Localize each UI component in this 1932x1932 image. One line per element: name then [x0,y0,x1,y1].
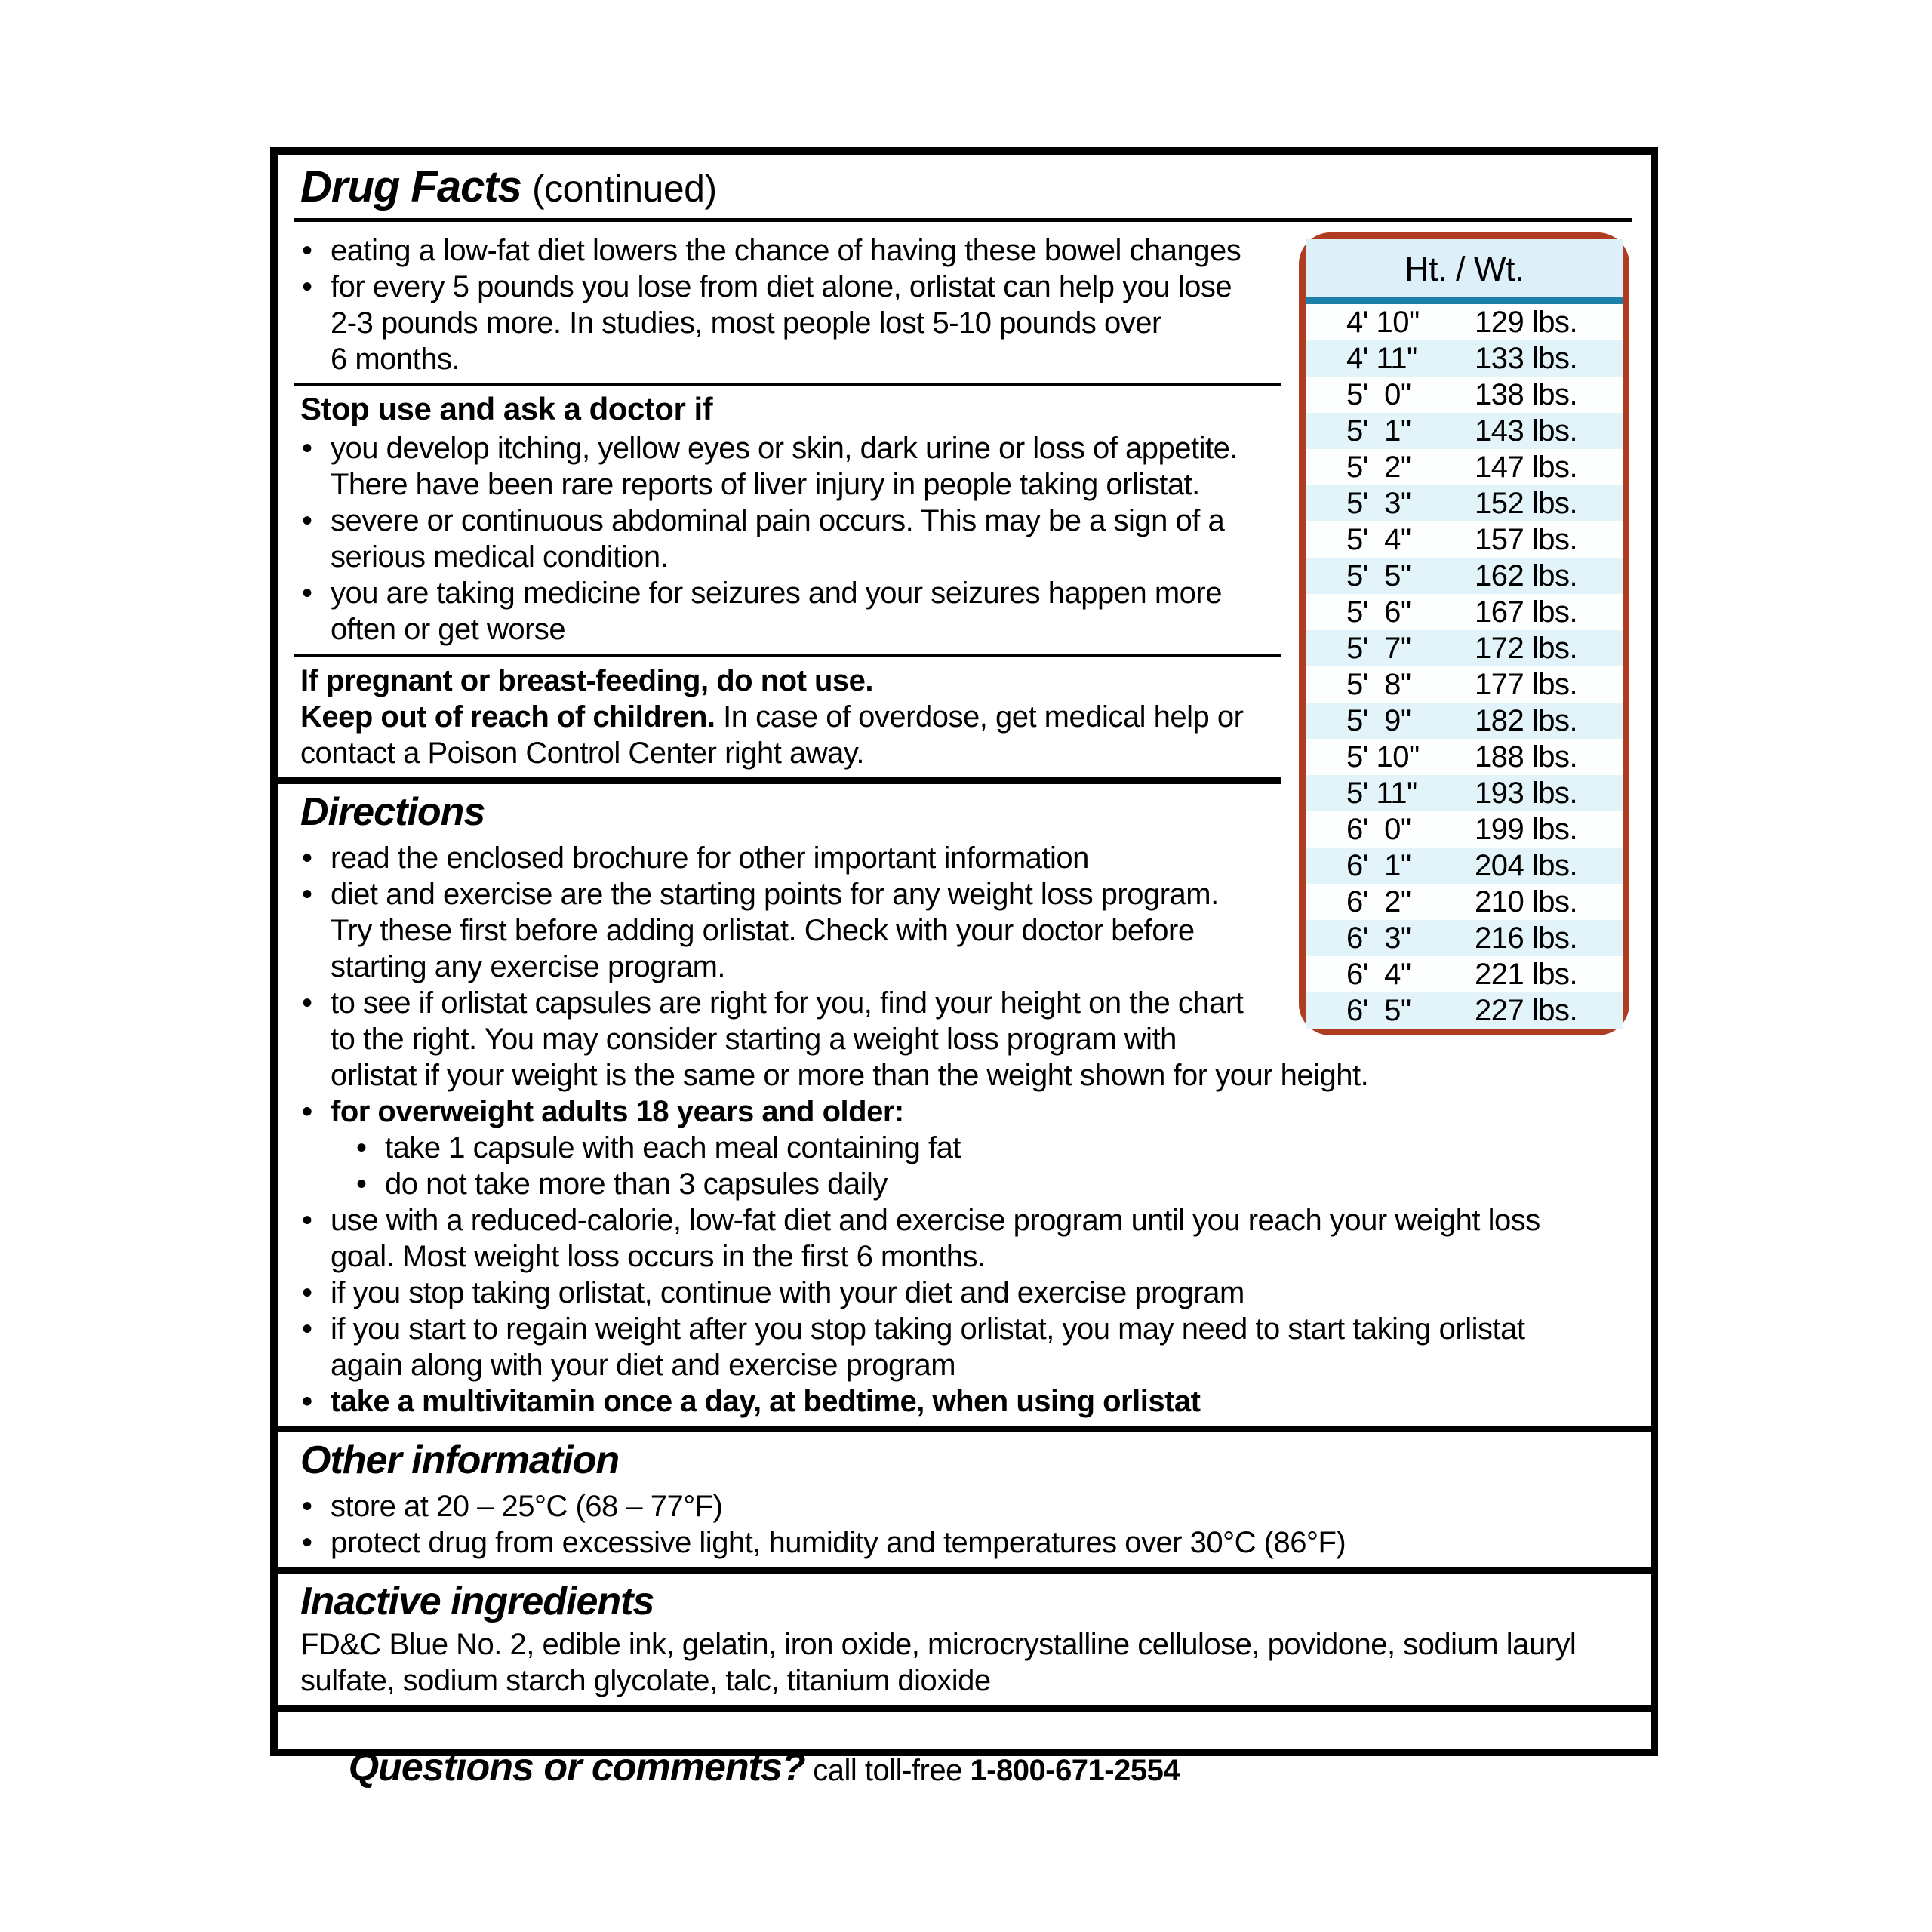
section-divider-questions [278,1705,1651,1712]
bullet-item [300,840,1629,876]
intro-bullets [300,232,1629,377]
bullet-line: • take 1 capsule with each meal containing fat [385,1131,961,1164]
weight-cell: 182 lbs. [1475,704,1578,737]
height-cell: 5' 11" [1346,777,1417,810]
height-cell: 6' 4" [1346,958,1411,991]
bullet-line: • if you stop taking orlistat, continue with your diet and exercise program [331,1276,1244,1309]
bullet-line: • you are taking medicine for seizures and your seizures happen more [331,577,1222,610]
bullet-item [300,232,1629,269]
height-cell: 5' 8" [1346,668,1411,701]
height-cell: 5' 0" [1346,378,1411,411]
panel-title [300,162,1629,212]
directions-heading: Directions [300,790,485,834]
bullet-line: • protect drug from excessive light, humidity and temperatures over 30°C (86°F) [331,1526,1346,1559]
bullet-item [300,1094,1629,1130]
questions-line [300,1713,1629,1825]
section-divider-stop-use [294,383,1281,386]
panel-title-continued: (continued) [531,168,717,210]
weight-cell: 152 lbs. [1475,487,1578,520]
other-information-section [300,1435,1629,1561]
weight-cell: 147 lbs. [1475,451,1578,484]
bullet-item [300,1275,1629,1311]
directions-bullets [300,840,1629,1420]
bullet-line: • eating a low-fat diet lowers the chance of having these bowel changes [331,234,1241,267]
text-segment: Keep out of reach of children. [300,700,715,734]
weight-cell: 138 lbs. [1475,378,1578,411]
section-divider-other-information [278,1426,1651,1432]
height-cell: 5' 2" [1346,451,1411,484]
section-divider-pregnancy [294,654,1281,657]
bullet-line: • for overweight adults 18 years and older: [331,1095,904,1128]
bullet-line: 2-3 pounds more. In studies, most people lost 5-10 pounds over [331,306,1161,340]
bullet-line: serious medical condition. [331,540,669,574]
bullet-line: • to see if orlistat capsules are right for you, find your height on the chart [331,986,1244,1020]
directions-section [300,787,1629,1420]
section-divider-inactive-ingredients [278,1567,1651,1574]
height-cell: 6' 0" [1346,813,1411,846]
bullet-item [300,575,1629,648]
questions-heading: Questions or comments? [348,1746,805,1789]
bullet-item [300,1488,1629,1524]
table-row [1306,703,1623,739]
weight-cell: 172 lbs. [1475,632,1578,665]
weight-cell: 216 lbs. [1475,921,1578,955]
weight-cell: 199 lbs. [1475,813,1578,846]
bullet-line: • you develop itching, yellow eyes or skin, dark urine or loss of appetite. [331,432,1238,465]
height-cell: 4' 11" [1346,342,1417,375]
weight-cell: 177 lbs. [1475,668,1578,701]
height-cell: 5' 9" [1346,704,1411,737]
text-line: FD&C Blue No. 2, edible ink, gelatin, iron oxide, microcrystalline cellulose, povidone, sodium lauryl [300,1628,1577,1661]
weight-cell: 221 lbs. [1475,958,1578,991]
weight-cell: 157 lbs. [1475,523,1578,556]
height-cell: 5' 7" [1346,632,1411,665]
other-information-bullets [300,1488,1629,1561]
bullet-line: • store at 20 – 25°C (68 – 77°F) [331,1490,723,1523]
height-cell: 5' 4" [1346,523,1411,556]
questions-call-text: call toll-free [804,1754,971,1787]
bullet-line: again along with your diet and exercise program [331,1349,956,1382]
other-information-heading: Other information [300,1438,620,1482]
inactive-ingredients-heading: Inactive ingredients [300,1580,654,1623]
height-cell: 5' 5" [1346,559,1411,592]
bullet-line: • use with a reduced-calorie, low-fat diet and exercise program until you reach your weight loss [331,1204,1540,1237]
height-cell: 6' 2" [1346,885,1411,918]
bullet-item [300,1524,1629,1561]
bullet-line: often or get worse [331,613,566,646]
height-cell: 5' 6" [1346,595,1411,629]
height-cell: 5' 1" [1346,414,1411,448]
text-segment: contact a Poison Control Center right away. [300,737,865,770]
panel-title-main: Drug Facts [300,162,521,211]
bullet-item [300,1130,1629,1166]
inactive-ingredients-section [300,1577,1629,1699]
bullet-line: There have been rare reports of liver injury in people taking orlistat. [331,468,1200,501]
bullet-item [300,503,1629,575]
questions-section [300,1713,1629,1825]
bullet-line: • read the enclosed brochure for other important information [331,841,1089,875]
table-row [1306,775,1623,811]
height-weight-chart-header: Ht. / Wt. [1306,239,1623,297]
weight-cell: 162 lbs. [1475,559,1578,592]
bullet-line: 6 months. [331,343,460,376]
height-cell: 5' 3" [1346,487,1411,520]
bullet-line: • diet and exercise are the starting points for any weight loss program. [331,878,1219,911]
section-divider-directions [278,777,1281,784]
title-divider [294,218,1632,222]
bullet-item [300,269,1629,377]
height-cell: 6' 3" [1346,921,1411,955]
table-row [1306,666,1623,703]
height-cell: 6' 5" [1346,994,1411,1027]
weight-cell: 188 lbs. [1475,740,1578,774]
bullet-line: • do not take more than 3 capsules daily [385,1168,888,1201]
bullet-item [300,1383,1629,1420]
bullet-line: goal. Most weight loss occurs in the first 6 months. [331,1240,986,1273]
weight-cell: 193 lbs. [1475,777,1578,810]
bullet-line: • take a multivitamin once a day, at bedtime, when using orlistat [331,1385,1201,1418]
bullet-line: • if you start to regain weight after you stop taking orlistat, you may need to start taking orlistat [331,1312,1525,1346]
table-row [1306,377,1623,413]
height-cell: 4' 10" [1346,306,1420,339]
weight-cell: 129 lbs. [1475,306,1578,339]
intro-section [300,232,1629,377]
inactive-ingredients-text [300,1626,1629,1699]
bullet-line: Try these first before adding orlistat. Check with your doctor before [331,914,1195,947]
bullet-line: to the right. You may consider starting a weight loss program with [331,1023,1177,1056]
stop-use-heading: Stop use and ask a doctor if [300,391,713,426]
text-segment: If pregnant or breast-feeding, do not use. [300,664,874,697]
height-cell: 5' 10" [1346,740,1420,774]
bullet-item [300,985,1629,1094]
bullet-item [300,876,1629,985]
weight-cell: 133 lbs. [1475,342,1578,375]
text-line: sulfate, sodium starch glycolate, talc, titanium dioxide [300,1664,991,1697]
questions-phone-number: 1-800-671-2554 [970,1754,1180,1787]
bullet-item [300,1166,1629,1202]
bullet-line: • severe or continuous abdominal pain occurs. This may be a sign of a [331,504,1225,537]
weight-cell: 167 lbs. [1475,595,1578,629]
bullet-item [300,430,1629,503]
bullet-item [300,1202,1629,1275]
stop-use-bullets [300,430,1629,648]
height-cell: 6' 1" [1346,849,1411,882]
weight-cell: 210 lbs. [1475,885,1578,918]
drug-facts-panel [270,147,1658,1789]
bullet-item [300,1311,1629,1383]
table-row [1306,739,1623,775]
weight-cell: 227 lbs. [1475,994,1578,1027]
bullet-line: orlistat if your weight is the same or more than the weight shown for your height. [331,1059,1369,1092]
text-segment: In case of overdose, get medical help or [715,700,1244,734]
bullet-line: • for every 5 pounds you lose from diet alone, orlistat can help you lose [331,270,1232,303]
weight-cell: 143 lbs. [1475,414,1578,448]
weight-cell: 204 lbs. [1475,849,1578,882]
bullet-line: starting any exercise program. [331,950,726,983]
